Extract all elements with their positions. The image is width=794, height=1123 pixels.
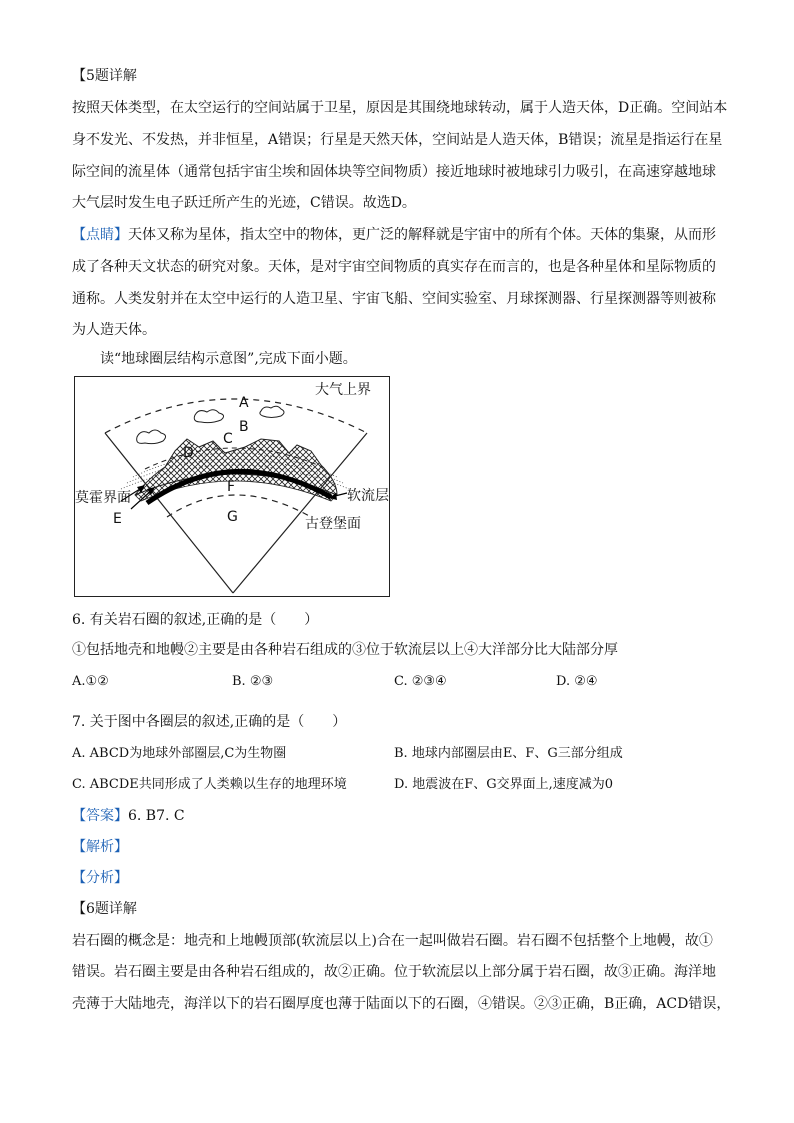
option-c: C. ②③④ — [394, 674, 447, 689]
answer-line — [72, 806, 185, 826]
option-d: D. ②④ — [556, 674, 598, 689]
paragraph-line: 错误。岩石圈主要是由各种岩石组成的，故②正确。位于软流层以上部分属于岩石圈，故③正确。海洋地 — [72, 964, 716, 980]
atmosphere-boundary — [105, 399, 367, 433]
section-5-heading: 【5题详解 — [72, 68, 137, 84]
answer-text: 6. B7. C — [128, 808, 185, 824]
label-e: E — [113, 511, 122, 527]
label-moho: 莫霍界面 — [75, 490, 131, 506]
label-f: F — [227, 479, 236, 495]
question-7-stem: 7. 关于图中各圈层的叙述,正确的是（ ） — [72, 714, 347, 730]
section-6-heading: 【6题详解 — [72, 901, 137, 917]
option-a: A. ABCD为地球外部圈层,C为生物圈 — [72, 746, 287, 761]
option-b: B. 地球内部圈层由E、F、G三部分组成 — [394, 746, 623, 761]
cloud-shape — [137, 430, 166, 444]
label-c: C — [223, 431, 233, 447]
earth-layers-diagram — [74, 376, 390, 597]
cloud-shape — [260, 406, 284, 417]
paragraph-line: 岩石圈的概念是：地壳和上地幔顶部(软流层以上)合在一起叫做岩石圈。岩石圈不包括整个上地幔，故① — [72, 933, 713, 949]
question-intro: 读“地球圈层结构示意图”,完成下面小题。 — [100, 351, 357, 367]
question-6-stem: 6. 有关岩石圈的叙述,正确的是（ ） — [72, 612, 319, 628]
tip-paragraph — [72, 225, 716, 245]
cloud-shape — [194, 410, 223, 423]
paragraph-line: 成了各种天文状态的研究对象。天体，是对宇宙空间物质的真实存在而言的，也是各种星体和星际物质的 — [72, 259, 716, 275]
analysis-heading: 【解析】 — [72, 839, 128, 855]
option-b: B. ②③ — [232, 674, 274, 689]
label-g: G — [227, 509, 238, 525]
gutenberg-boundary — [167, 495, 311, 517]
tip-text: 天体又称为星体，指太空中的物体，更广泛的解释就是宇宙中的所有个体。天体的集聚，从而形 — [128, 227, 716, 243]
label-upper-atmosphere: 大气上界 — [315, 382, 371, 398]
paragraph-line: 大气层时发生电子跃迁所产生的光迹，C错误。故选D。 — [72, 195, 416, 211]
answer-tag: 【答案】 — [72, 808, 128, 824]
paragraph-line: 通称。人类发射并在太空中运行的人造卫星、宇宙飞船、空间实验室、月球探测器、行星探测器等则被称 — [72, 291, 716, 307]
paragraph-line: 按照天体类型，在太空运行的空间站属于卫星，原因是其围绕地球转动，属于人造天体，D正确。空间站本 — [72, 100, 728, 116]
paragraph-line: 身不发光、不发热，并非恒星，A错误；行星是天然天体，空间站是人造天体，B错误；流星是指运行在星 — [72, 132, 723, 148]
option-a: A.①② — [72, 674, 109, 689]
paragraph-line: 壳薄于大陆地壳，海洋以下的岩石圈厚度也薄于陆面以下的石圈，④错误。②③正确，B正确，ACD错误， — [72, 996, 731, 1012]
paragraph-line: 际空间的流星体（通常包括宇宙尘埃和固体块等空间物质）接近地球时被地球引力吸引，在高速穿越地球 — [72, 164, 716, 180]
label-a: A — [239, 395, 249, 411]
question-6-statements: ①包括地壳和地幔②主要是由各种岩石组成的③位于软流层以上④大洋部分比大陆部分厚 — [72, 642, 618, 658]
paragraph-line: 为人造天体。 — [72, 322, 156, 338]
label-gutenberg: 古登堡面 — [305, 516, 361, 532]
label-b: B — [239, 419, 249, 435]
option-d: D. 地震波在F、G交界面上,速度减为0 — [394, 777, 614, 792]
option-c: C. ABCDE共同形成了人类赖以生存的地理环境 — [72, 777, 347, 792]
label-asthenosphere: 软流层 — [347, 488, 389, 504]
label-d: D — [183, 445, 194, 461]
fenxi-heading: 【分析】 — [72, 870, 128, 886]
tip-tag: 【点睛】 — [72, 227, 128, 243]
